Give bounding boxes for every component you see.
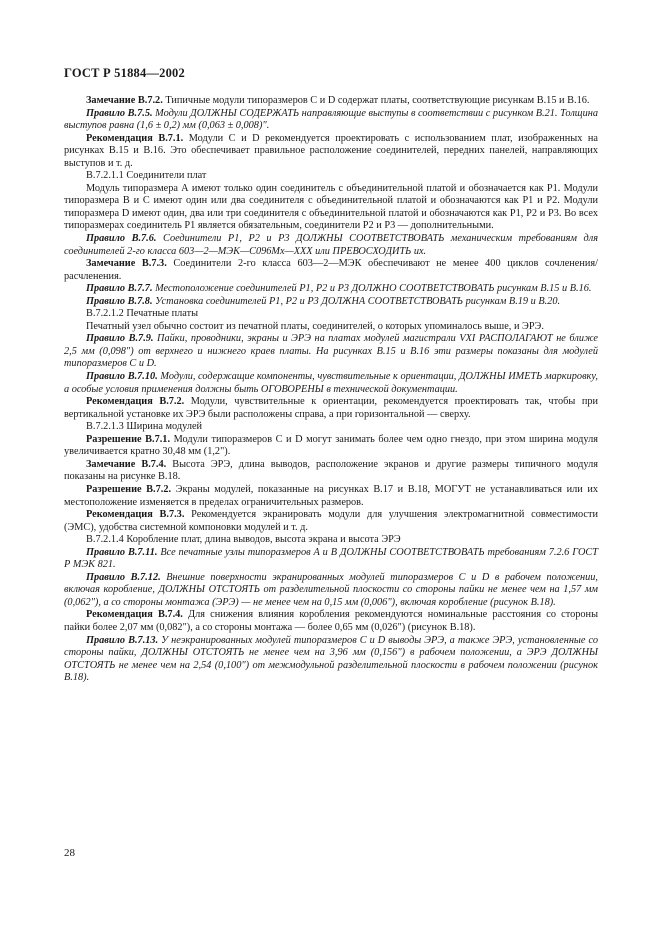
paragraph-text: Установка соединителей Р1, Р2 и Р3 ДОЛЖНА СООТВЕТСТВОВАТЬ рисункам В.19 и В.20. [152, 295, 561, 307]
document-header: ГОСТ Р 51884—2002 [64, 66, 185, 80]
paragraph-text: Модули, чувствительные к ориентации, рекомендуется проектировать так, чтобы при вертикальной установке их ЭРЭ были расположены справа, а при горизонтальной — сверху. [64, 396, 599, 420]
paragraph [64, 572, 598, 610]
paragraph-label: Рекомендация В.7.2. [86, 396, 185, 408]
paragraph-text: Модули ДОЛЖНЫ СОДЕРЖАТЬ направляющие выступы в соответствии с рисунком В.21. Толщина выступов равна (1,6 ± 0,2) мм (0,063 ± 0,008)". [64, 107, 598, 132]
paragraph [64, 283, 598, 296]
paragraph-text: У неэкранированных модулей типоразмеров С и D выводы ЭРЭ, а также ЭРЭ, установленные со стороны пайки, ДОЛЖНЫ ОТСТОЯТЬ не менее чем на 3,96 мм (0,156") в рабочем положении, а ЭРЭ ДОЛЖНЫ ОТСТОЯТЬ не менее чем на 2,54 (0,100") от межмодульной разделительной плоскости в рабочем положении (рисунок В.18). [64, 634, 598, 684]
paragraph-text: Для снижения влияния коробления рекомендуются номинальные расстояния со стороны пайки более 2,07 мм (0,082"), а со стороны монтажа — более 0,65 мм (0,026") (рисунок В.18). [64, 609, 598, 633]
paragraph [64, 484, 598, 509]
paragraph-label: Правило В.7.6. [86, 233, 157, 245]
paragraph-label: Рекомендация В.7.1. [86, 132, 184, 144]
paragraph [64, 233, 598, 258]
paragraph-text: Соединители 2-го класса 603—2—МЭК обеспечивают не менее 400 циклов сочленения/расчленения. [64, 258, 598, 282]
paragraph-label: Рекомендация В.7.3. [86, 509, 185, 521]
paragraph-text: В.7.2.1.2 Печатные платы [86, 308, 199, 320]
paragraph-text: Пайки, проводники, экраны и ЭРЭ на платах модулей магистрали VXI РАСПОЛАГАЮТ не ближе 2,5 мм (0,098") от верхнего и нижнего краев платы. На рисунках В.15 и В.16 эти размеры показаны для модулей типоразмеров С и D. [64, 333, 598, 370]
paragraph [64, 108, 598, 133]
paragraph [64, 635, 598, 685]
paragraph-text: В.7.2.1.1 Соединители плат [86, 170, 207, 182]
paragraph-text: Внешние поверхности экранированных модулей типоразмеров С и D в рабочем положении, включая коробление, ДОЛЖНЫ ОТСТОЯТЬ от разделительной плоскости со стороны пайки не менее чем на 1,57 мм (0,062"), а со стороны монтажа (ЭРЭ) — не менее чем на 0,15 мм (0,006"), включая коробление (рисунок В.18). [64, 571, 598, 608]
paragraph-label: Правило В.7.9. [86, 333, 154, 345]
paragraph-text: Соединители Р1, Р2 и Р3 ДОЛЖНЫ СООТВЕТСТВОВАТЬ механическим требованиям для соединителей 2-го класса 603—2—МЭК—С096Мх—ХХХ или ПРЕВОСХОДИТЬ их. [64, 233, 598, 257]
paragraph-label: Замечание В.7.3. [86, 258, 167, 270]
paragraph-label: Правило В.7.12. [86, 571, 161, 583]
paragraph [64, 547, 598, 572]
page-number: 28 [64, 847, 75, 859]
paragraph [64, 396, 598, 421]
paragraph [64, 296, 598, 309]
paragraph-label: Правило В.7.8. [86, 295, 153, 307]
paragraph [64, 183, 598, 233]
paragraph-label: Разрешение В.7.2. [86, 483, 172, 495]
paragraph [64, 459, 598, 484]
paragraph [64, 170, 598, 183]
paragraph-text: Модули С и D рекомендуется проектировать с использованием плат, изображенных на рисунках В.15 и В.16. Это обеспечивает правильное расположение соединителей, передних панелей, направляющих выступов и т. д. [64, 132, 599, 169]
paragraph-text: Высота ЭРЭ, длина выводов, расположение экранов и другие размеры типичного модуля показаны на рисунке В.18. [64, 458, 598, 483]
paragraph [64, 95, 598, 108]
paragraph-text: В.7.2.1.3 Ширина модулей [86, 421, 203, 433]
paragraph-text: Типичные модули типоразмеров С и D содержат платы, соответствующие рисункам В.15 и В.16. [162, 95, 590, 106]
paragraph-label: Правило В.7.5. [86, 107, 153, 119]
document-body [64, 95, 598, 685]
paragraph-text: В.7.2.1.4 Коробление плат, длина выводов, высота экрана и высота ЭРЭ [86, 534, 401, 546]
paragraph [64, 434, 598, 459]
paragraph-text: Экраны модулей, показанные на рисунках В.17 и В.18, МОГУТ не устанавливаться или их местоположение изменяется в пределах ограничительных размеров. [64, 483, 598, 508]
paragraph-text: Местоположение соединителей Р1, Р2 и Р3 ДОЛЖНО СООТВЕТСТВОВАТЬ рисункам В.15 и В.16. [152, 283, 592, 295]
paragraph [64, 509, 598, 534]
paragraph-label: Правило В.7.10. [86, 371, 158, 383]
paragraph-label: Разрешение В.7.1. [86, 433, 171, 445]
paragraph-text: Модули, содержащие компоненты, чувствительные к ориентации, ДОЛЖНЫ ИМЕТЬ маркировку, а особые условия применения должны быть ОГОВОРЕНЫ в технической документации. [64, 371, 598, 395]
paragraph [64, 258, 598, 283]
paragraph-label: Замечание В.7.2. [86, 95, 163, 106]
paragraph-text: Модуль типоразмера А имеют только один соединитель с объединительной платой и обозначается как Р1. Модули типоразмера В и С имеют один или два соединителя с объединительной платой и обозначаются как Р1 и Р2. Модули типоразмера D имеют один, два или три соединителя с объединительной платой и обозначаются как Р1, Р2 и Р3. Во всех типоразмерах соединитель Р1 является обязательным, соединители Р2 и Р3 — дополнительными. [64, 182, 598, 232]
paragraph-text: Рекомендуется экранировать модули для улучшения электромагнитной совместимости (ЭМС), удобства системной компоновки модулей и т. д. [64, 509, 598, 533]
paragraph-label: Замечание В.7.4. [86, 458, 167, 470]
paragraph [64, 534, 598, 547]
paragraph-label: Правило В.7.11. [86, 546, 158, 558]
paragraph-text: Печатный узел обычно состоит из печатной платы, соединителей, о которых упоминалось выше, и ЭРЭ. [86, 320, 544, 332]
paragraph [64, 133, 598, 171]
paragraph-text: Все печатные узлы типоразмеров А и В ДОЛЖНЫ СООТВЕТСТВОВАТЬ требованиям 7.2.6 ГОСТ Р МЭК 821. [64, 546, 598, 571]
paragraph [64, 333, 598, 371]
paragraph [64, 371, 598, 396]
paragraph [64, 308, 598, 321]
paragraph-label: Рекомендация В.7.4. [86, 609, 183, 621]
paragraph-label: Правило В.7.13. [86, 634, 159, 646]
paragraph [64, 421, 598, 434]
paragraph [64, 321, 598, 334]
paragraph [64, 609, 598, 634]
paragraph-label: Правило В.7.7. [86, 283, 153, 295]
paragraph-text: Модули типоразмеров С и D могут занимать более чем одно гнездо, при этом ширина модуля увеличивается кратно 30,48 мм (1,2"). [64, 433, 598, 458]
